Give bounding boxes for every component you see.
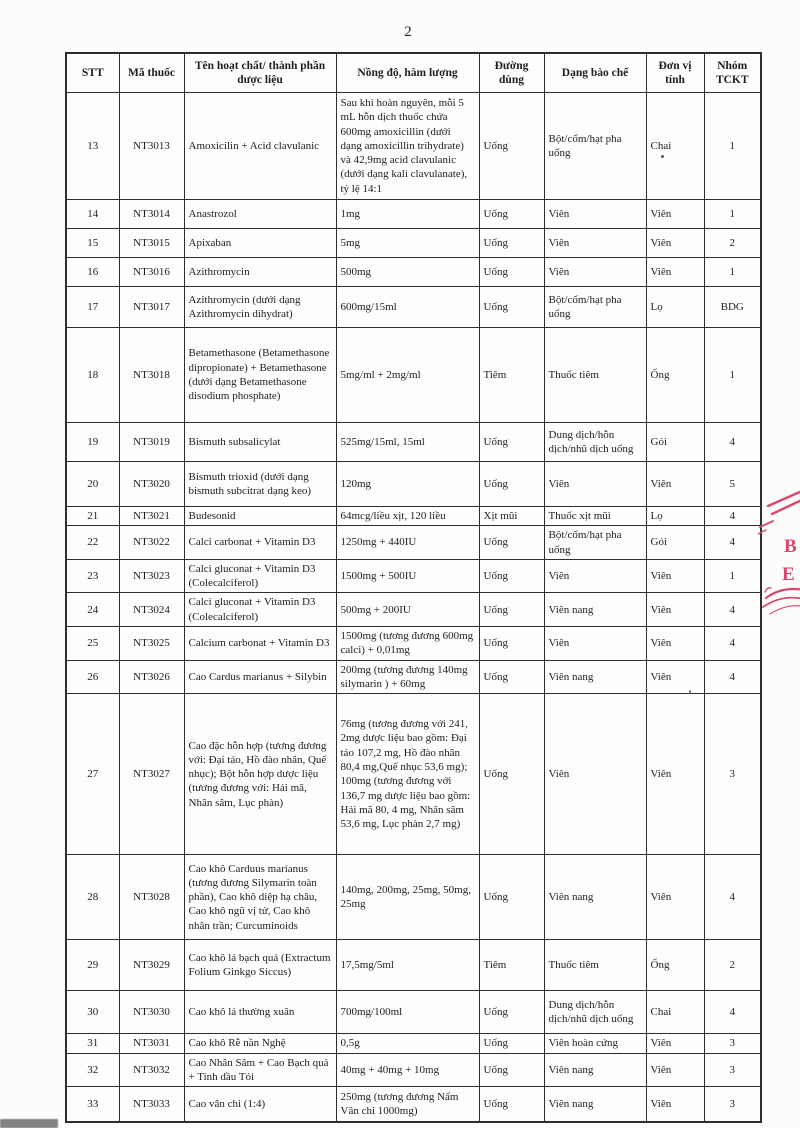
table-cell: Viên hoàn cứng: [544, 1034, 646, 1053]
table-cell: Dung dịch/hỗn dịch/nhũ dịch uống: [544, 991, 646, 1034]
table-cell: 40mg + 40mg + 10mg: [336, 1053, 479, 1087]
table-cell: 16: [66, 258, 119, 287]
table-cell: 4: [704, 526, 761, 560]
table-cell: Uống: [479, 1087, 544, 1123]
table-cell: 5mg/ml + 2mg/ml: [336, 328, 479, 423]
table-cell: Sau khi hoàn nguyên, mỗi 5 mL hỗn dịch thuốc chứa 600mg amoxicillin (dưới dạng amoxicillin trihydrate) và 42,9mg acid clavulanic (dưới dạng kali clavulanate), tỷ lệ 14:1: [336, 93, 479, 200]
table-cell: 22: [66, 526, 119, 560]
table-cell: NT3030: [119, 991, 184, 1034]
table-cell: Viên: [646, 258, 704, 287]
table-cell: 32: [66, 1053, 119, 1087]
table-cell: Chai: [646, 991, 704, 1034]
table-cell: 1250mg + 440IU: [336, 526, 479, 560]
table-cell: Azithromycin: [184, 258, 336, 287]
table-header-row: [66, 53, 761, 93]
table-cell: Calci gluconat + Vitamin D3 (Colecalciferol): [184, 593, 336, 627]
table-cell: 5mg: [336, 229, 479, 258]
column-header: Nồng độ, hàm lượng: [336, 53, 479, 93]
table-cell: 0,5g: [336, 1034, 479, 1053]
column-header: Dạng bào chế: [544, 53, 646, 93]
table-cell: NT3020: [119, 462, 184, 507]
table-cell: Viên nang: [544, 1053, 646, 1087]
table-cell: NT3024: [119, 593, 184, 627]
table-cell: Uống: [479, 462, 544, 507]
table-cell: 140mg, 200mg, 25mg, 50mg, 25mg: [336, 855, 479, 940]
table-cell: Ống: [646, 328, 704, 423]
table-cell: NT3025: [119, 627, 184, 661]
table-cell: Lọ: [646, 507, 704, 526]
table-cell: Viên: [544, 694, 646, 855]
table-cell: NT3029: [119, 940, 184, 991]
table-cell: Bột/cốm/hạt pha uống: [544, 287, 646, 328]
table-cell: 4: [704, 991, 761, 1034]
table-cell: 4: [704, 507, 761, 526]
page-number: 2: [404, 24, 412, 40]
table-row: [66, 229, 761, 258]
table-cell: 2: [704, 229, 761, 258]
table-cell: Uống: [479, 694, 544, 855]
table-cell: NT3033: [119, 1087, 184, 1123]
table-cell: Budesonid: [184, 507, 336, 526]
table-cell: Lọ: [646, 287, 704, 328]
table-cell: Uống: [479, 1034, 544, 1053]
table-cell: Bột/cốm/hạt pha uống: [544, 93, 646, 200]
table-row: [66, 627, 761, 661]
table-cell: Bismuth trioxid (dưới dạng bismuth subcitrat dạng keo): [184, 462, 336, 507]
red-stamp-fragment: [758, 486, 800, 628]
table-cell: Uống: [479, 855, 544, 940]
table-cell: NT3018: [119, 328, 184, 423]
table-cell: Viên: [646, 462, 704, 507]
table-row: [66, 423, 761, 462]
table-cell: 1mg: [336, 200, 479, 229]
table-cell: Viên: [646, 200, 704, 229]
table-cell: 700mg/100ml: [336, 991, 479, 1034]
table-cell: 500mg: [336, 258, 479, 287]
table-cell: Cao khô Rễ nần Nghệ: [184, 1034, 336, 1053]
table-cell: NT3022: [119, 526, 184, 560]
table-cell: 3: [704, 1087, 761, 1123]
table-cell: 18: [66, 328, 119, 423]
table-cell: NT3027: [119, 694, 184, 855]
table-cell: Uống: [479, 559, 544, 593]
table-cell: Viên: [646, 694, 704, 855]
table-cell: Bột/cốm/hạt pha uống: [544, 526, 646, 560]
table-cell: Cao đặc hỗn hợp (tương đương với: Đại táo, Hồ đào nhân, Quế nhục); Bột hỗn hợp dược liệu (tương đương với: Hải mã, Nhân sâm, Lục phàn): [184, 694, 336, 855]
table-cell: Uống: [479, 229, 544, 258]
table-cell: NT3015: [119, 229, 184, 258]
table-cell: NT3032: [119, 1053, 184, 1087]
table-cell: Uống: [479, 200, 544, 229]
table-cell: Calcium carbonat + Vitamin D3: [184, 627, 336, 661]
stamp-letter-b: B: [784, 536, 797, 557]
table-cell: 20: [66, 462, 119, 507]
table-cell: 1: [704, 200, 761, 229]
table-cell: 2: [704, 940, 761, 991]
table-cell: Gói: [646, 423, 704, 462]
table-cell: Uống: [479, 526, 544, 560]
table-row: [66, 93, 761, 200]
table-cell: Apixaban: [184, 229, 336, 258]
table-cell: Viên: [646, 229, 704, 258]
table-cell: Viên: [646, 627, 704, 661]
table-cell: 23: [66, 559, 119, 593]
table-row: [66, 940, 761, 991]
column-header: Tên hoạt chất/ thành phần dược liệu: [184, 53, 336, 93]
table-cell: 17,5mg/5ml: [336, 940, 479, 991]
table-cell: Tiêm: [479, 940, 544, 991]
table-cell: Viên nang: [544, 1087, 646, 1123]
table-cell: 21: [66, 507, 119, 526]
table-cell: Xịt mũi: [479, 507, 544, 526]
table-cell: 31: [66, 1034, 119, 1053]
table-cell: 1500mg + 500IU: [336, 559, 479, 593]
table-cell: Azithromycin (dưới dạng Azithromycin dihydrat): [184, 287, 336, 328]
table-cell: 525mg/15ml, 15ml: [336, 423, 479, 462]
table-cell: Viên: [646, 660, 704, 694]
table-cell: Cao khô Carduus marianus (tương đương Silymarin toàn phần), Cao khô diệp hạ châu, Cao khô ngũ vị tử, Cao khô nhân trần; Curcuminoids: [184, 855, 336, 940]
table-cell: 19: [66, 423, 119, 462]
table-cell: Uống: [479, 423, 544, 462]
table-cell: 76mg (tương đương với 241, 2mg dược liệu bao gồm: Đại táo 107,2 mg, Hồ đào nhân 80,4 mg,Quế nhục 53,6 mg); 100mg (tương đương với 136,7 mg dược liệu bao gồm: Hải mã 80, 4 mg, Nhân sâm 53,6 mg, Lục phàn 2,7 mg): [336, 694, 479, 855]
table-cell: NT3021: [119, 507, 184, 526]
table-cell: Cao Cardus marianus + Silybin: [184, 660, 336, 694]
table-cell: Dung dịch/hỗn dịch/nhũ dịch uống: [544, 423, 646, 462]
table-cell: 250mg (tương đương Nấm Vân chi 1000mg): [336, 1087, 479, 1123]
scan-artifact: [0, 1119, 58, 1128]
table-cell: 1: [704, 559, 761, 593]
table-cell: 27: [66, 694, 119, 855]
table-cell: NT3019: [119, 423, 184, 462]
table-cell: 200mg (tương đương 140mg silymarin ) + 60mg: [336, 660, 479, 694]
table-cell: Anastrozol: [184, 200, 336, 229]
table-cell: NT3028: [119, 855, 184, 940]
table-cell: NT3016: [119, 258, 184, 287]
table-cell: 24: [66, 593, 119, 627]
table-row: [66, 855, 761, 940]
table-cell: 4: [704, 593, 761, 627]
table-row: [66, 200, 761, 229]
table-cell: 28: [66, 855, 119, 940]
table-cell: NT3023: [119, 559, 184, 593]
table-cell: 3: [704, 1053, 761, 1087]
table-cell: 4: [704, 423, 761, 462]
scan-artifact: [689, 690, 691, 694]
table-row: [66, 328, 761, 423]
table-cell: NT3014: [119, 200, 184, 229]
table-cell: Chai: [646, 93, 704, 200]
table-cell: Viên: [544, 258, 646, 287]
table-cell: Viên: [544, 559, 646, 593]
table-cell: Cao khô lá thường xuân: [184, 991, 336, 1034]
table-cell: Viên: [544, 627, 646, 661]
table-cell: Ống: [646, 940, 704, 991]
table-cell: Viên nang: [544, 855, 646, 940]
table-row: [66, 991, 761, 1034]
table-cell: 4: [704, 855, 761, 940]
table-cell: BDG: [704, 287, 761, 328]
table-cell: Calci carbonat + Vitamin D3: [184, 526, 336, 560]
table-cell: 600mg/15ml: [336, 287, 479, 328]
table-cell: Gói: [646, 526, 704, 560]
table-row: [66, 258, 761, 287]
table-cell: Betamethasone (Betamethasone dipropionate) + Betamethasone (dưới dạng Betamethasone disodium phosphate): [184, 328, 336, 423]
table-cell: Thuốc tiêm: [544, 940, 646, 991]
table-row: [66, 1053, 761, 1087]
column-header: Mã thuốc: [119, 53, 184, 93]
table-cell: 30: [66, 991, 119, 1034]
stamp-letter-e: E: [782, 564, 795, 585]
table-row: [66, 1034, 761, 1053]
table-cell: 4: [704, 627, 761, 661]
table-cell: 500mg + 200IU: [336, 593, 479, 627]
table-cell: Viên nang: [544, 593, 646, 627]
table-row: [66, 507, 761, 526]
table-row: [66, 526, 761, 560]
column-header: Đơn vị tính: [646, 53, 704, 93]
table-cell: Cao Nhân Sâm + Cao Bạch quả + Tinh dầu Tỏi: [184, 1053, 336, 1087]
table-cell: Uống: [479, 287, 544, 328]
table-cell: Bismuth subsalicylat: [184, 423, 336, 462]
table-cell: 1: [704, 258, 761, 287]
table-row: [66, 593, 761, 627]
column-header: STT: [66, 53, 119, 93]
scan-artifact: [661, 155, 664, 158]
table-cell: Tiêm: [479, 328, 544, 423]
table-cell: Viên nang: [544, 660, 646, 694]
table-cell: 29: [66, 940, 119, 991]
table-cell: Viên: [544, 462, 646, 507]
table-cell: 15: [66, 229, 119, 258]
table-cell: NT3017: [119, 287, 184, 328]
column-header: Đường dùng: [479, 53, 544, 93]
table-cell: Uống: [479, 593, 544, 627]
table-cell: 4: [704, 660, 761, 694]
table-cell: Uống: [479, 1053, 544, 1087]
table-cell: Cao vân chi (1:4): [184, 1087, 336, 1123]
table-cell: Viên: [544, 200, 646, 229]
table-cell: 33: [66, 1087, 119, 1123]
table-row: [66, 559, 761, 593]
table-cell: 17: [66, 287, 119, 328]
table-row: [66, 1087, 761, 1123]
table-cell: 120mg: [336, 462, 479, 507]
table-cell: 3: [704, 694, 761, 855]
table-cell: 5: [704, 462, 761, 507]
drug-list-table: [65, 52, 762, 1123]
table-row: [66, 462, 761, 507]
table-row: [66, 660, 761, 694]
table-cell: Viên: [646, 559, 704, 593]
table-cell: Amoxicilin + Acid clavulanic: [184, 93, 336, 200]
table-cell: Viên: [646, 1034, 704, 1053]
table-cell: 1: [704, 93, 761, 200]
table-body: [66, 93, 761, 1123]
table-cell: Uống: [479, 93, 544, 200]
table-cell: Thuốc xịt mũi: [544, 507, 646, 526]
table-cell: Calci gluconat + Vitamin D3 (Colecalciferol): [184, 559, 336, 593]
table-cell: Thuốc tiêm: [544, 328, 646, 423]
table-cell: Viên: [544, 229, 646, 258]
table-cell: 14: [66, 200, 119, 229]
table-row: [66, 694, 761, 855]
table-cell: Uống: [479, 660, 544, 694]
table-row: [66, 287, 761, 328]
table-cell: NT3013: [119, 93, 184, 200]
table-cell: 26: [66, 660, 119, 694]
table-cell: 25: [66, 627, 119, 661]
table-cell: 13: [66, 93, 119, 200]
table-cell: 1: [704, 328, 761, 423]
table-cell: Viên: [646, 855, 704, 940]
table-cell: Uống: [479, 258, 544, 287]
table-cell: Viên: [646, 593, 704, 627]
table-cell: 64mcg/liều xịt, 120 liều: [336, 507, 479, 526]
table-cell: Viên: [646, 1087, 704, 1123]
table-cell: Cao khô lá bạch quả (Extractum Folium Ginkgo Siccus): [184, 940, 336, 991]
table-cell: 1500mg (tương đương 600mg calci) + 0,01mg: [336, 627, 479, 661]
table-cell: Uống: [479, 991, 544, 1034]
table-cell: Viên: [646, 1053, 704, 1087]
table-cell: Uống: [479, 627, 544, 661]
table-cell: NT3031: [119, 1034, 184, 1053]
column-header: Nhóm TCKT: [704, 53, 761, 93]
table-cell: 3: [704, 1034, 761, 1053]
table-cell: NT3026: [119, 660, 184, 694]
